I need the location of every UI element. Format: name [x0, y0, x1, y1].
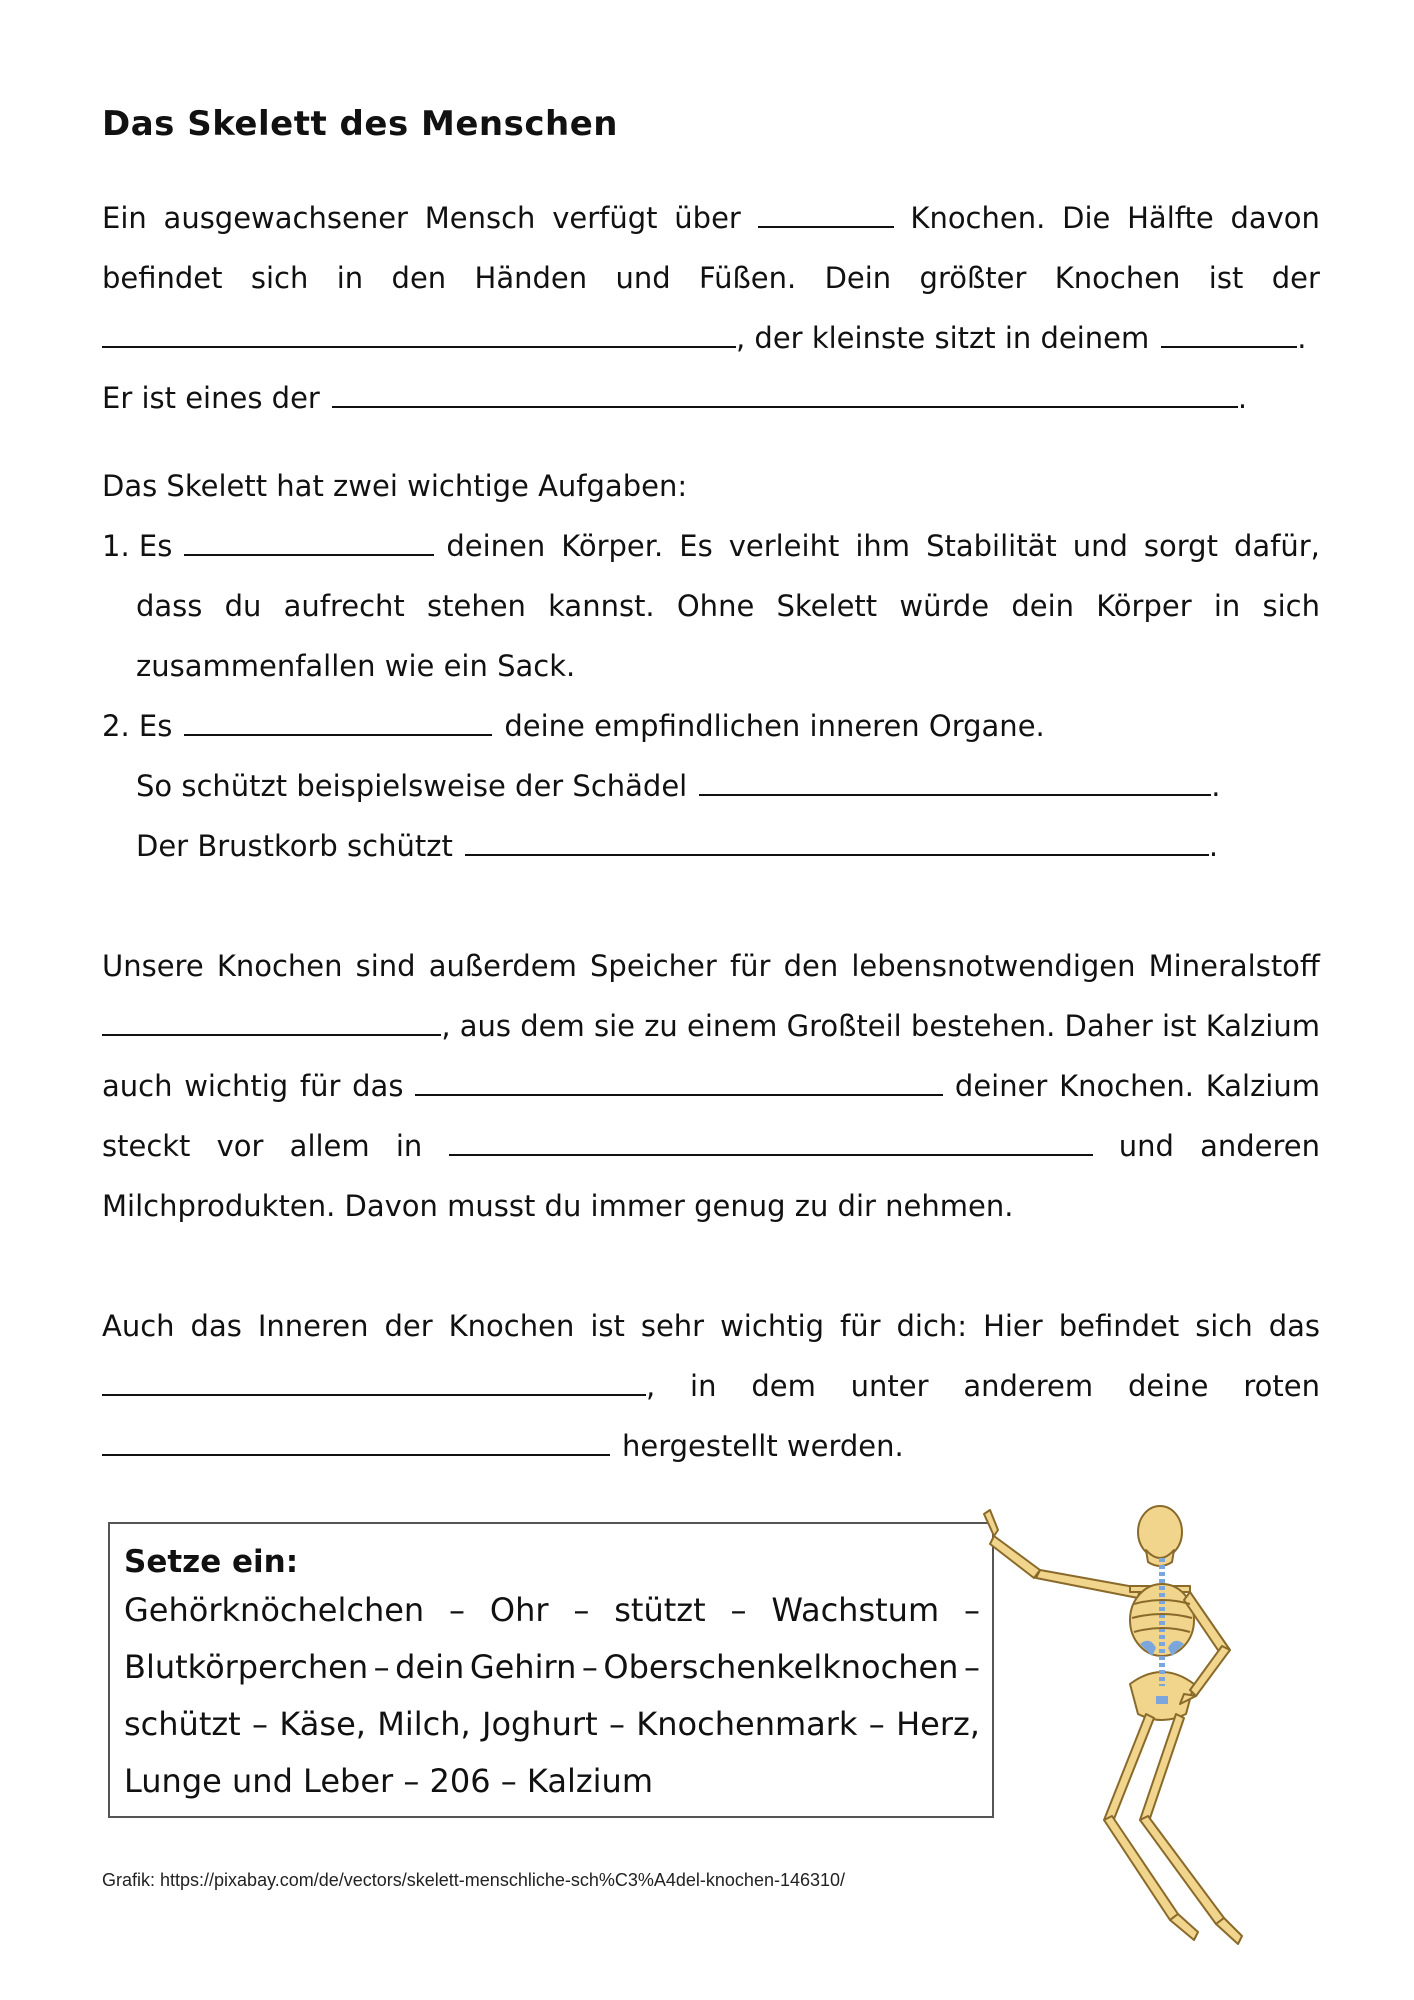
blank-task-2[interactable]: [184, 708, 492, 736]
blank-task-1[interactable]: [184, 528, 434, 556]
p4-line3: hergestellt werden.: [102, 1426, 1320, 1466]
p3-line5: Milchprodukten. Davon musst du immer genug zu dir nehmen.: [102, 1189, 1014, 1223]
p2-item2-line1: 2. Es deine empfindlichen inneren Organe.: [102, 709, 1045, 743]
word-bank-line2: Blutkörperchen – dein Gehirn – Oberschenkelknochen –: [124, 1648, 980, 1686]
p1-line3: , der kleinste sitzt in deinem .: [102, 318, 1320, 358]
p2-item1-line2: dass du aufrecht stehen kannst. Ohne Skelett würde dein Körper in sich: [136, 589, 1320, 623]
p2-item2-line2: So schützt beispielsweise der Schädel .: [136, 769, 1221, 803]
p2-item2-line3: Der Brustkorb schützt .: [136, 829, 1219, 863]
blank-bone-marrow[interactable]: [102, 1368, 646, 1396]
skeleton-illustration: [980, 1500, 1300, 1950]
word-bank-title: Setze ein:: [124, 1544, 299, 1580]
blank-bone-count[interactable]: [758, 200, 894, 228]
blank-dairy[interactable]: [449, 1128, 1093, 1156]
image-credit: Grafik: https://pixabay.com/de/vectors/skelett-menschliche-sch%C3%A4del-knochen-146310/: [102, 1870, 846, 1890]
blank-smallest-bone-location[interactable]: [1161, 320, 1297, 348]
p1-line4: Er ist eines der .: [102, 381, 1248, 415]
p4-line1: Auch das Inneren der Knochen ist sehr wichtig für dich: Hier befindet sich das: [102, 1309, 1320, 1343]
blank-growth[interactable]: [415, 1068, 943, 1096]
word-bank-line4: Lunge und Leber – 206 – Kalzium: [124, 1762, 653, 1800]
blank-skull-protects[interactable]: [699, 768, 1211, 796]
p3-line2: , aus dem sie zu einem Großteil bestehen. Daher ist Kalzium: [102, 1006, 1320, 1046]
p3-line4: steckt vor allem in und anderen: [102, 1129, 1320, 1163]
p3-line1: Unsere Knochen sind außerdem Speicher für den lebensnotwendigen Mineralstoff: [102, 949, 1320, 983]
word-bank-box: [108, 1522, 994, 1818]
blank-blood-cells[interactable]: [102, 1428, 610, 1456]
word-bank-line1: Gehörknöchelchen – Ohr – stützt – Wachstum –: [124, 1591, 980, 1629]
p2-intro: Das Skelett hat zwei wichtige Aufgaben:: [102, 469, 688, 503]
p1-line1: Ein ausgewachsener Mensch verfügt über Knochen. Die Hälfte davon: [102, 201, 1320, 235]
p1-line2: befindet sich in den Händen und Füßen. Dein größter Knochen ist der: [102, 261, 1320, 295]
p2-item1-line3: zusammenfallen wie ein Sack.: [136, 649, 576, 683]
p2-item1-line1: 1. Es deinen Körper. Es verleiht ihm Stabilität und sorgt dafür,: [102, 529, 1320, 563]
word-bank-line3: schützt – Käse, Milch, Joghurt – Knochenmark – Herz,: [124, 1705, 980, 1743]
p3-line3: auch wichtig für das deiner Knochen. Kalzium: [102, 1069, 1320, 1103]
blank-ribcage-protects[interactable]: [465, 828, 1209, 856]
blank-mineral[interactable]: [102, 1008, 441, 1036]
blank-largest-bone[interactable]: [102, 320, 736, 348]
blank-smallest-bone-name[interactable]: [332, 380, 1238, 408]
page-title: Das Skelett des Menschen: [102, 104, 618, 144]
p4-line2: , in dem unter anderem deine roten: [102, 1366, 1320, 1406]
